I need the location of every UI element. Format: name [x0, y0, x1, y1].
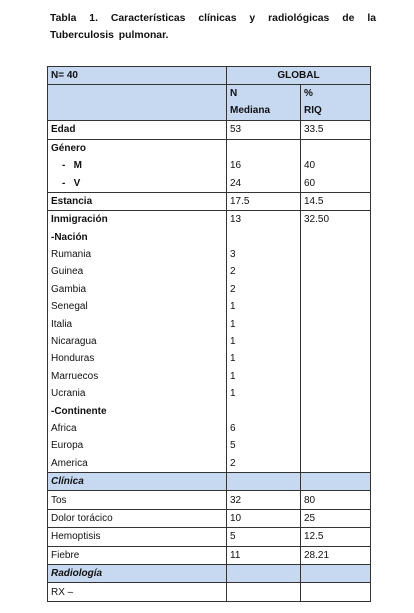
row-pct: 14.5 [301, 192, 371, 210]
row-pct [301, 298, 371, 315]
row-pct: 33.5 [301, 121, 371, 139]
row-label: Género [48, 139, 227, 157]
row-n: 11 [227, 546, 301, 564]
row-pct: 32.50 [301, 211, 371, 229]
row-label: Tos [48, 491, 227, 509]
row-pct [301, 472, 371, 490]
table-header-row [48, 67, 371, 85]
col-n-header: N [227, 85, 301, 103]
row-pct [301, 263, 371, 280]
row-pct [301, 564, 371, 582]
caption-line-1: Tabla 1. Características clínicas y radiológicas de la [50, 13, 376, 24]
row-pct [301, 402, 371, 419]
row-label: RX – [48, 583, 227, 601]
row-n: 1 [227, 298, 301, 315]
table-row [48, 528, 371, 546]
row-label: Edad [48, 121, 227, 139]
clinical-table [47, 66, 371, 602]
row-pct [301, 420, 371, 437]
row-n: 32 [227, 491, 301, 509]
row-n: 1 [227, 385, 301, 402]
row-n: 2 [227, 263, 301, 280]
row-label: Europa [48, 437, 227, 454]
row-pct [301, 229, 371, 246]
row-n: 10 [227, 509, 301, 527]
row-label: Italia [48, 315, 227, 332]
table-row [48, 263, 371, 280]
row-label: Marruecos [48, 368, 227, 385]
caption-line-2: Tuberculosis pulmonar. [50, 30, 169, 41]
table-row [48, 246, 371, 263]
row-label: America [48, 455, 227, 473]
table-row [48, 509, 371, 527]
row-label: Rumania [48, 246, 227, 263]
row-n: 2 [227, 455, 301, 473]
table-row [48, 174, 371, 192]
row-label: Guinea [48, 263, 227, 280]
row-pct [301, 583, 371, 601]
row-pct [301, 333, 371, 350]
row-label: Ucrania [48, 385, 227, 402]
row-pct: 60 [301, 174, 371, 192]
row-pct [301, 315, 371, 332]
row-label: Nicaragua [48, 333, 227, 350]
row-pct: 25 [301, 509, 371, 527]
table-row [48, 350, 371, 367]
row-pct [301, 437, 371, 454]
row-n: 17.5 [227, 192, 301, 210]
row-n: 53 [227, 121, 301, 139]
row-n: 1 [227, 350, 301, 367]
global-header-cell: GLOBAL [227, 67, 371, 85]
table-row [48, 491, 371, 509]
table-row [48, 121, 371, 139]
table-row [48, 315, 371, 332]
table-row [48, 157, 371, 174]
table-row [48, 437, 371, 454]
table-row [48, 385, 371, 402]
row-label: Senegal [48, 298, 227, 315]
col-mediana-header: Mediana [227, 103, 301, 121]
row-label: Africa [48, 420, 227, 437]
row-n: 24 [227, 174, 301, 192]
row-n [227, 402, 301, 419]
col-riq-header: RIQ [301, 103, 371, 121]
n-total-cell: N= 40 [48, 67, 227, 85]
row-pct: 28.21 [301, 546, 371, 564]
table-row [48, 229, 371, 246]
row-n: 13 [227, 211, 301, 229]
table-row [48, 333, 371, 350]
row-n: 16 [227, 157, 301, 174]
table-row [48, 583, 371, 601]
row-pct [301, 368, 371, 385]
row-n: 2 [227, 281, 301, 298]
row-pct [301, 246, 371, 263]
section-label: Radiología [48, 564, 227, 582]
col-pct-header: % [301, 85, 371, 103]
row-pct: 12.5 [301, 528, 371, 546]
empty-header-cell [48, 85, 227, 121]
row-n: 3 [227, 246, 301, 263]
section-label: Clínica [48, 472, 227, 490]
table-row [48, 368, 371, 385]
table-row [48, 211, 371, 229]
row-label: Inmigración [48, 211, 227, 229]
row-label: - V [48, 174, 227, 192]
row-pct: 40 [301, 157, 371, 174]
row-n [227, 139, 301, 157]
row-n: 5 [227, 437, 301, 454]
table-subheader-row [48, 85, 371, 103]
row-label: Fiebre [48, 546, 227, 564]
row-label: Estancia [48, 192, 227, 210]
row-label: Dolor torácico [48, 509, 227, 527]
table-row [48, 455, 371, 473]
table-row [48, 298, 371, 315]
row-label: Hemoptisis [48, 528, 227, 546]
row-pct [301, 385, 371, 402]
row-n [227, 564, 301, 582]
row-n: 1 [227, 368, 301, 385]
row-label: -Continente [48, 402, 227, 419]
row-pct [301, 455, 371, 473]
row-n [227, 472, 301, 490]
row-pct: 80 [301, 491, 371, 509]
row-label: - M [48, 157, 227, 174]
table-row [48, 402, 371, 419]
table-row [48, 420, 371, 437]
section-header-row [48, 472, 371, 490]
table-caption [50, 10, 376, 44]
row-n [227, 583, 301, 601]
row-pct [301, 139, 371, 157]
table-row [48, 281, 371, 298]
row-n [227, 229, 301, 246]
row-label: Gambia [48, 281, 227, 298]
table-row [48, 139, 371, 157]
row-n: 1 [227, 333, 301, 350]
row-label: -Nación [48, 229, 227, 246]
row-n: 6 [227, 420, 301, 437]
table-row [48, 192, 371, 210]
row-pct [301, 350, 371, 367]
row-n: 5 [227, 528, 301, 546]
row-label: Honduras [48, 350, 227, 367]
section-header-row [48, 564, 371, 582]
table-row [48, 546, 371, 564]
row-pct [301, 281, 371, 298]
row-n: 1 [227, 315, 301, 332]
